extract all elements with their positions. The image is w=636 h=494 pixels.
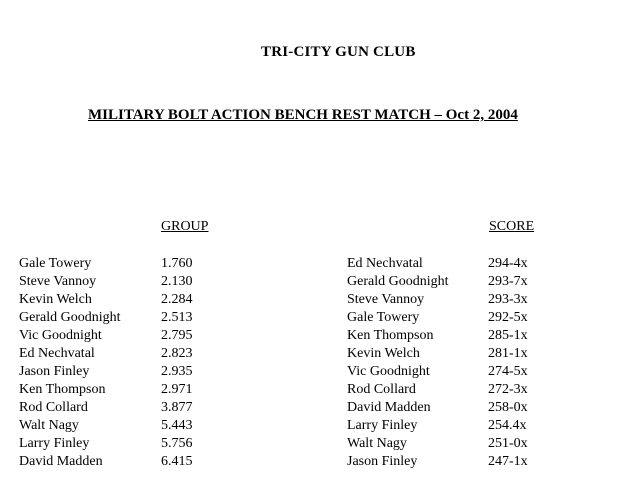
shooter-name: Kevin Welch <box>19 292 92 307</box>
group-row <box>19 273 193 291</box>
group-size: 3.877 <box>161 400 193 415</box>
shooter-name: Walt Nagy <box>347 436 407 451</box>
group-size: 2.795 <box>161 328 193 343</box>
score-row <box>347 381 528 399</box>
shooter-name: Rod Collard <box>19 400 88 415</box>
group-row <box>19 309 193 327</box>
score-row <box>347 273 528 291</box>
group-row <box>19 417 193 435</box>
group-size: 2.935 <box>161 364 193 379</box>
group-row <box>19 255 193 273</box>
score-row <box>347 309 528 327</box>
score-row <box>347 255 528 273</box>
score-value: 292-5x <box>488 310 528 325</box>
score-value: 281-1x <box>488 346 528 361</box>
group-row <box>19 291 193 309</box>
shooter-name: Larry Finley <box>347 418 418 433</box>
score-value: 272-3x <box>488 382 528 397</box>
shooter-name: Jason Finley <box>347 454 418 469</box>
score-value: 274-5x <box>488 364 528 379</box>
shooter-name: Kevin Welch <box>347 346 420 361</box>
shooter-name: Jason Finley <box>19 364 90 379</box>
group-row <box>19 363 193 381</box>
score-row <box>347 327 528 345</box>
shooter-name: Gerald Goodnight <box>19 310 121 325</box>
score-row <box>347 399 528 417</box>
score-value: 254.4x <box>488 418 527 433</box>
score-value: 293-7x <box>488 274 528 289</box>
shooter-name: Ken Thompson <box>347 328 434 343</box>
score-value: 294-4x <box>488 256 528 271</box>
score-row <box>347 291 528 309</box>
shooter-name: Vic Goodnight <box>347 364 430 379</box>
shooter-name: Ed Nechvatal <box>19 346 95 361</box>
score-row <box>347 363 528 381</box>
score-results-list <box>347 255 528 471</box>
shooter-name: Steve Vannoy <box>19 274 97 289</box>
score-row <box>347 453 528 471</box>
shooter-name: Vic Goodnight <box>19 328 102 343</box>
group-row <box>19 435 193 453</box>
shooter-name: David Madden <box>347 400 431 415</box>
group-results-list <box>19 255 193 471</box>
group-row <box>19 327 193 345</box>
shooter-name: Rod Collard <box>347 382 416 397</box>
shooter-name: Gale Towery <box>347 310 420 325</box>
shooter-name: Gerald Goodnight <box>347 274 449 289</box>
group-row <box>19 345 193 363</box>
shooter-name: Larry Finley <box>19 436 90 451</box>
shooter-name: Steve Vannoy <box>347 292 425 307</box>
score-value: 247-1x <box>488 454 528 469</box>
group-column-header: GROUP <box>161 219 209 234</box>
score-value: 258-0x <box>488 400 528 415</box>
group-size: 1.760 <box>161 256 193 271</box>
group-size: 2.513 <box>161 310 193 325</box>
score-value: 293-3x <box>488 292 528 307</box>
match-subtitle: MILITARY BOLT ACTION BENCH REST MATCH – Oct 2, 2004 <box>88 107 518 123</box>
group-row <box>19 399 193 417</box>
score-value: 251-0x <box>488 436 528 451</box>
group-size: 2.284 <box>161 292 193 307</box>
page-title: TRI-CITY GUN CLUB <box>261 44 416 60</box>
group-size: 2.971 <box>161 382 193 397</box>
group-size: 2.823 <box>161 346 193 361</box>
shooter-name: Ed Nechvatal <box>347 256 423 271</box>
group-row <box>19 453 193 471</box>
score-row <box>347 435 528 453</box>
group-size: 5.756 <box>161 436 193 451</box>
shooter-name: David Madden <box>19 454 103 469</box>
score-row <box>347 417 528 435</box>
group-size: 2.130 <box>161 274 193 289</box>
group-size: 5.443 <box>161 418 193 433</box>
shooter-name: Ken Thompson <box>19 382 106 397</box>
group-row <box>19 381 193 399</box>
shooter-name: Walt Nagy <box>19 418 79 433</box>
group-size: 6.415 <box>161 454 193 469</box>
score-column-header: SCORE <box>489 219 535 234</box>
score-row <box>347 345 528 363</box>
shooter-name: Gale Towery <box>19 256 92 271</box>
score-value: 285-1x <box>488 328 528 343</box>
